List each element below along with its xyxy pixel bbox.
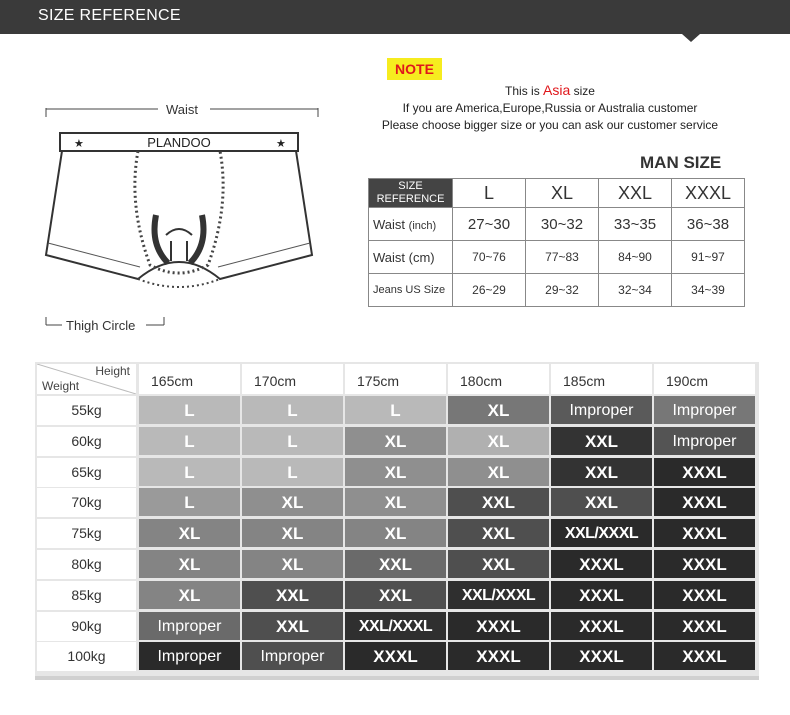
size-cell: XL bbox=[448, 427, 549, 455]
weight-row-header: 100kg bbox=[37, 642, 136, 671]
waist-inch-row bbox=[369, 208, 745, 241]
size-cell: XXL/XXXL bbox=[345, 612, 446, 640]
table-cell: 27~30 bbox=[453, 208, 526, 241]
svg-text:★: ★ bbox=[74, 137, 84, 150]
man-size-title: MAN SIZE bbox=[640, 153, 722, 172]
svg-text:★: ★ bbox=[276, 137, 286, 150]
weight-axis-label: Weight bbox=[42, 379, 80, 393]
table-cell: 33~35 bbox=[599, 208, 672, 241]
header-line-1: SIZE bbox=[398, 180, 423, 192]
note-line-1-suffix: size bbox=[570, 84, 595, 98]
height-col-header: 185cm bbox=[551, 364, 652, 394]
size-cell: XXXL bbox=[654, 642, 755, 670]
size-cell: Improper bbox=[654, 427, 755, 455]
size-col-xl: XL bbox=[526, 179, 599, 208]
size-cell: XL bbox=[139, 519, 240, 547]
height-col-header: 180cm bbox=[448, 364, 549, 394]
height-col-header: 190cm bbox=[654, 364, 755, 394]
size-cell: XXXL bbox=[654, 519, 755, 547]
size-cell: XL bbox=[242, 550, 343, 578]
size-cell: XL bbox=[345, 458, 446, 486]
size-cell: L bbox=[242, 427, 343, 455]
table-cell: 29~32 bbox=[526, 274, 599, 307]
size-cell: XXL bbox=[448, 488, 549, 516]
size-cell: Improper bbox=[242, 642, 343, 670]
size-cell: XXXL bbox=[654, 458, 755, 486]
weight-row-header: 70kg bbox=[37, 488, 136, 517]
underwear-diagram bbox=[38, 95, 328, 345]
page-title: SIZE REFERENCE bbox=[38, 7, 181, 24]
table-cell: 34~39 bbox=[672, 274, 745, 307]
table-cell: 32~34 bbox=[599, 274, 672, 307]
size-cell: XXL/XXXL bbox=[448, 581, 549, 609]
size-cell: XXXL bbox=[654, 581, 755, 609]
size-cell: XXXL bbox=[551, 642, 652, 670]
size-cell: L bbox=[242, 458, 343, 486]
header-bar bbox=[0, 0, 790, 34]
size-reference-table bbox=[368, 178, 745, 307]
size-cell: L bbox=[139, 488, 240, 516]
size-col-xxxl: XXXL bbox=[672, 179, 745, 208]
size-cell: XXXL bbox=[654, 550, 755, 578]
size-cell: XL bbox=[139, 581, 240, 609]
size-cell: Improper bbox=[139, 612, 240, 640]
size-cell: XL bbox=[448, 396, 549, 424]
size-cell: Improper bbox=[139, 642, 240, 670]
note-line-1-prefix: This is bbox=[505, 84, 544, 98]
height-weight-chart bbox=[35, 362, 759, 676]
size-cell: L bbox=[139, 396, 240, 424]
note-line-1 bbox=[360, 82, 740, 100]
thigh-circle-label: Thigh Circle bbox=[66, 318, 136, 333]
row-label-jeans: Jeans US Size bbox=[369, 274, 453, 307]
table-cell: 36~38 bbox=[672, 208, 745, 241]
size-col-xxl: XXL bbox=[599, 179, 672, 208]
size-col-l: L bbox=[453, 179, 526, 208]
size-header-row bbox=[369, 179, 745, 208]
size-cell: Improper bbox=[654, 396, 755, 424]
table-cell: 30~32 bbox=[526, 208, 599, 241]
waist-label: Waist bbox=[162, 102, 202, 117]
size-cell: Improper bbox=[551, 396, 652, 424]
weight-row-header: 80kg bbox=[37, 550, 136, 579]
table-cell: 26~29 bbox=[453, 274, 526, 307]
size-cell: XL bbox=[242, 488, 343, 516]
size-reference-header bbox=[369, 179, 453, 208]
height-axis-label: Height bbox=[95, 364, 130, 378]
weight-row-header: 90kg bbox=[37, 612, 136, 641]
size-cell: XXL bbox=[551, 488, 652, 516]
size-cell: XXXL bbox=[654, 612, 755, 640]
size-cell: XXL bbox=[448, 519, 549, 547]
table-cell: 70~76 bbox=[453, 241, 526, 274]
size-cell: XXXL bbox=[551, 581, 652, 609]
table-cell: 84~90 bbox=[599, 241, 672, 274]
note-badge: NOTE bbox=[387, 58, 442, 80]
height-col-header: 175cm bbox=[345, 364, 446, 394]
size-cell: XXXL bbox=[448, 642, 549, 670]
size-cell: XL bbox=[242, 519, 343, 547]
asia-highlight: Asia bbox=[543, 82, 571, 98]
size-cell: L bbox=[345, 396, 446, 424]
size-cell: XXL bbox=[345, 550, 446, 578]
weight-row-header: 55kg bbox=[37, 396, 136, 425]
weight-row-header: 75kg bbox=[37, 519, 136, 548]
waist-cm-row bbox=[369, 241, 745, 274]
waist-label-text: Waist bbox=[373, 216, 406, 232]
size-cell: XXXL bbox=[654, 488, 755, 516]
size-cell: XXXL bbox=[551, 612, 652, 640]
row-label-waist-cm: Waist (cm) bbox=[369, 241, 453, 274]
size-cell: L bbox=[139, 427, 240, 455]
header-notch bbox=[682, 34, 700, 42]
height-col-header: 170cm bbox=[242, 364, 343, 394]
chart-corner bbox=[37, 364, 136, 394]
weight-row-header: 65kg bbox=[37, 458, 136, 487]
size-cell: XXXL bbox=[551, 550, 652, 578]
size-cell: XXL/XXXL bbox=[551, 519, 652, 547]
size-cell: XL bbox=[345, 427, 446, 455]
size-cell: XXL bbox=[242, 581, 343, 609]
row-label-waist-inch bbox=[369, 208, 453, 241]
size-cell: L bbox=[139, 458, 240, 486]
chart-bottom-shadow bbox=[35, 676, 759, 680]
size-cell: XL bbox=[345, 519, 446, 547]
size-cell: XXL bbox=[551, 458, 652, 486]
size-cell: XXL bbox=[448, 550, 549, 578]
inch-unit: (inch) bbox=[408, 219, 437, 232]
size-cell: XL bbox=[345, 488, 446, 516]
size-cell: L bbox=[242, 396, 343, 424]
header-line-2: REFERENCE bbox=[376, 193, 445, 205]
size-cell: XL bbox=[139, 550, 240, 578]
size-cell: XXXL bbox=[345, 642, 446, 670]
size-cell: XXXL bbox=[448, 612, 549, 640]
size-cell: XL bbox=[448, 458, 549, 486]
note-line-3: Please choose bigger size or you can ask our customer service bbox=[381, 118, 719, 132]
size-cell: XXL bbox=[551, 427, 652, 455]
table-cell: 77~83 bbox=[526, 241, 599, 274]
size-cell: XXL bbox=[242, 612, 343, 640]
briefs-illustration bbox=[38, 95, 328, 345]
table-cell: 91~97 bbox=[672, 241, 745, 274]
note-line-2: If you are America,Europe,Russia or Australia customer bbox=[402, 101, 698, 115]
weight-row-header: 85kg bbox=[37, 581, 136, 610]
brand-label: PLANDOO bbox=[147, 135, 211, 150]
size-cell: XXL bbox=[345, 581, 446, 609]
weight-row-header: 60kg bbox=[37, 427, 136, 456]
height-col-header: 165cm bbox=[139, 364, 240, 394]
note-text bbox=[360, 82, 740, 134]
jeans-row bbox=[369, 274, 745, 307]
